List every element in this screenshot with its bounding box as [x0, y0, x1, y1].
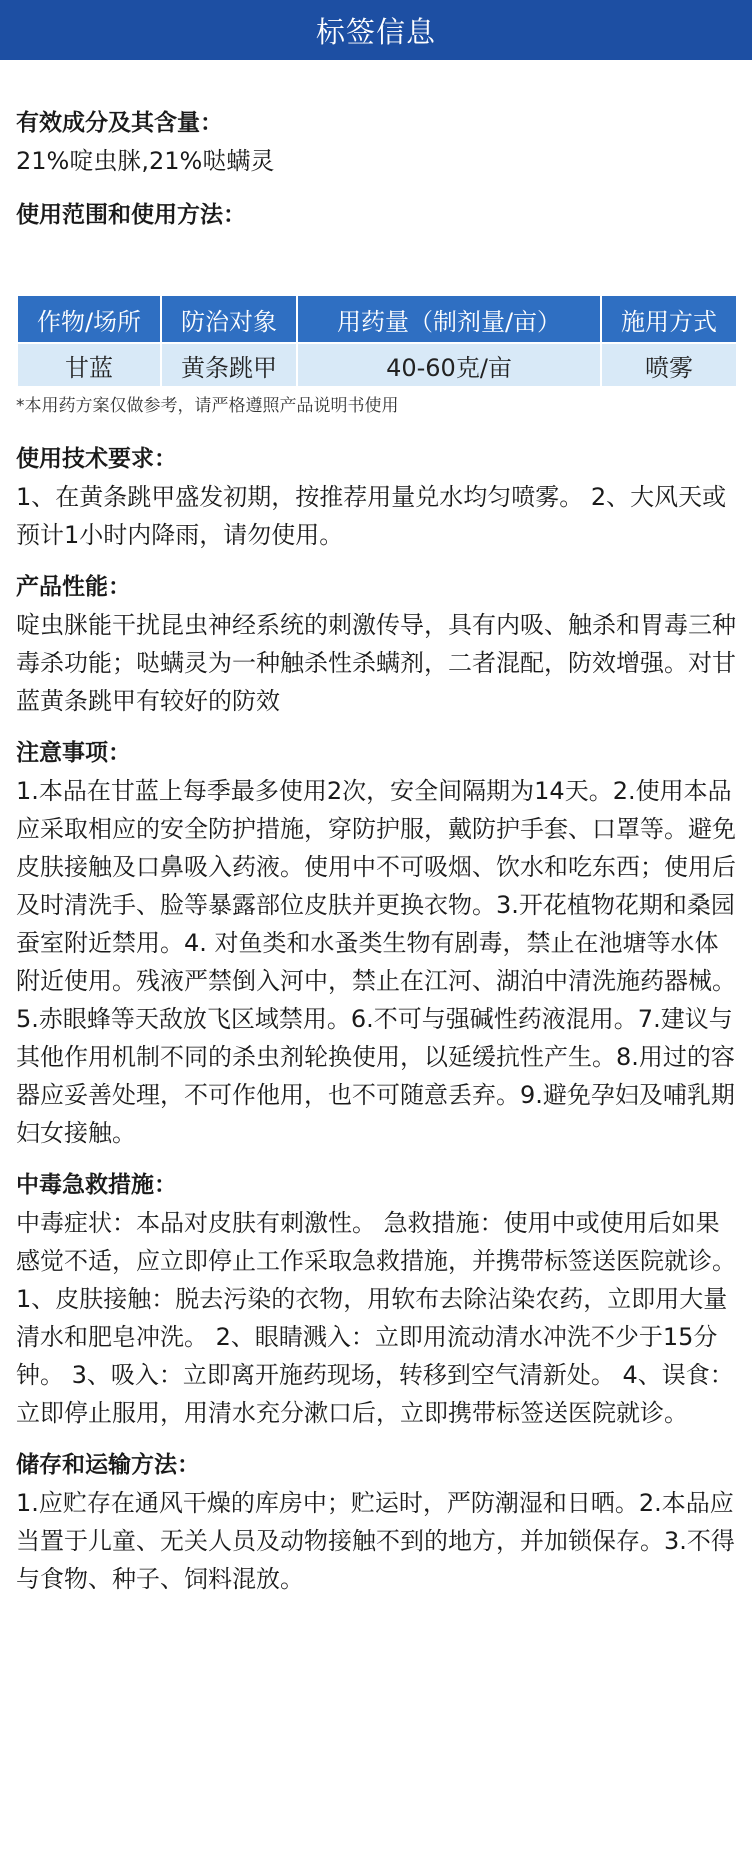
tech-section	[0, 444, 752, 554]
header-crop: 作物/场所	[17, 295, 161, 343]
storage-section	[0, 1450, 752, 1598]
page-header	[0, 0, 752, 60]
cell-target: 黄条跳甲	[161, 343, 297, 387]
usage-title: 使用范围和使用方法：	[16, 202, 246, 228]
page-title: 标签信息	[315, 14, 436, 49]
precautions-content: 1.本品在甘蓝上每季最多使用2次，安全间隔期为14天。2.使用本品应采取相应的安全防护措施，穿防护服，戴防护手套、口罩等。避免皮肤接触及口鼻吸入药液。使用中不可吸烟、饮水和吃东西；使用后及时清洗手、脸等暴露部位皮肤并更换衣物。3.开花植物花期和桑园蚕室附近禁用。4. 对鱼类和水蚤类生物有剧毒，禁止在池塘等水体附近使用。残液严禁倒入河中，禁止在江河、湖泊中清洗施药器械。5.赤眼蜂等天敌放飞区域禁用。6.不可与强碱性药液混用。7.建议与其他作用机制不同的杀虫剂轮换使用，以延缓抗性产生。8.用过的容器应妥善处理，不可作他用，也不可随意丢弃。9.避免孕妇及哺乳期妇女接触。	[16, 777, 736, 1147]
cell-crop: 甘蓝	[17, 343, 161, 387]
precautions-section	[0, 738, 752, 1152]
tech-title: 使用技术要求：	[16, 446, 177, 472]
header-method: 施用方式	[601, 295, 737, 343]
ingredients-title: 有效成分及其含量：	[16, 110, 223, 136]
header-target: 防治对象	[161, 295, 297, 343]
ingredients-section	[0, 108, 752, 180]
performance-section	[0, 572, 752, 720]
cell-method: 喷雾	[601, 343, 737, 387]
performance-content: 啶虫脒能干扰昆虫神经系统的刺激传导，具有内吸、触杀和胃毒三种毒杀功能；哒螨灵为一种触杀性杀螨剂，二者混配，防效增强。对甘蓝黄条跳甲有较好的防效	[16, 611, 736, 715]
storage-content: 1.应贮存在通风干燥的库房中；贮运时，严防潮湿和日晒。2.本品应当置于儿童、无关人员及动物接触不到的地方，并加锁保存。3.不得与食物、种子、饲料混放。	[16, 1489, 735, 1593]
ingredients-content: 21%啶虫脒,21%哒螨灵	[16, 147, 275, 175]
usage-table	[16, 294, 738, 388]
precautions-title: 注意事项：	[16, 740, 131, 766]
usage-section	[0, 200, 752, 230]
performance-title: 产品性能：	[16, 574, 131, 600]
table-header-row	[17, 295, 737, 343]
storage-title: 储存和运输方法：	[16, 1452, 200, 1478]
firstaid-section	[0, 1170, 752, 1432]
table-row	[17, 343, 737, 387]
firstaid-content: 中毒症状：本品对皮肤有刺激性。 急救措施：使用中或使用后如果感觉不适，应立即停止工作采取急救措施，并携带标签送医院就诊。 1、皮肤接触：脱去污染的衣物，用软布去除沾染农药，立即用大量清水和肥皂冲洗。 2、眼睛溅入：立即用流动清水冲洗不少于15分钟。 3、吸入：立即离开施药现场，转移到空气清新处。 4、误食：立即停止服用，用清水充分漱口后，立即携带标签送医院就诊。	[16, 1209, 736, 1427]
usage-note: *本用药方案仅做参考，请严格遵照产品说明书使用	[16, 396, 399, 416]
tech-content: 1、在黄条跳甲盛发初期，按推荐用量兑水均匀喷雾。 2、大风天或预计1小时内降雨，请勿使用。	[16, 483, 727, 549]
header-dosage: 用药量（制剂量/亩）	[297, 295, 601, 343]
cell-dosage: 40-60克/亩	[297, 343, 601, 387]
firstaid-title: 中毒急救措施：	[16, 1172, 177, 1198]
